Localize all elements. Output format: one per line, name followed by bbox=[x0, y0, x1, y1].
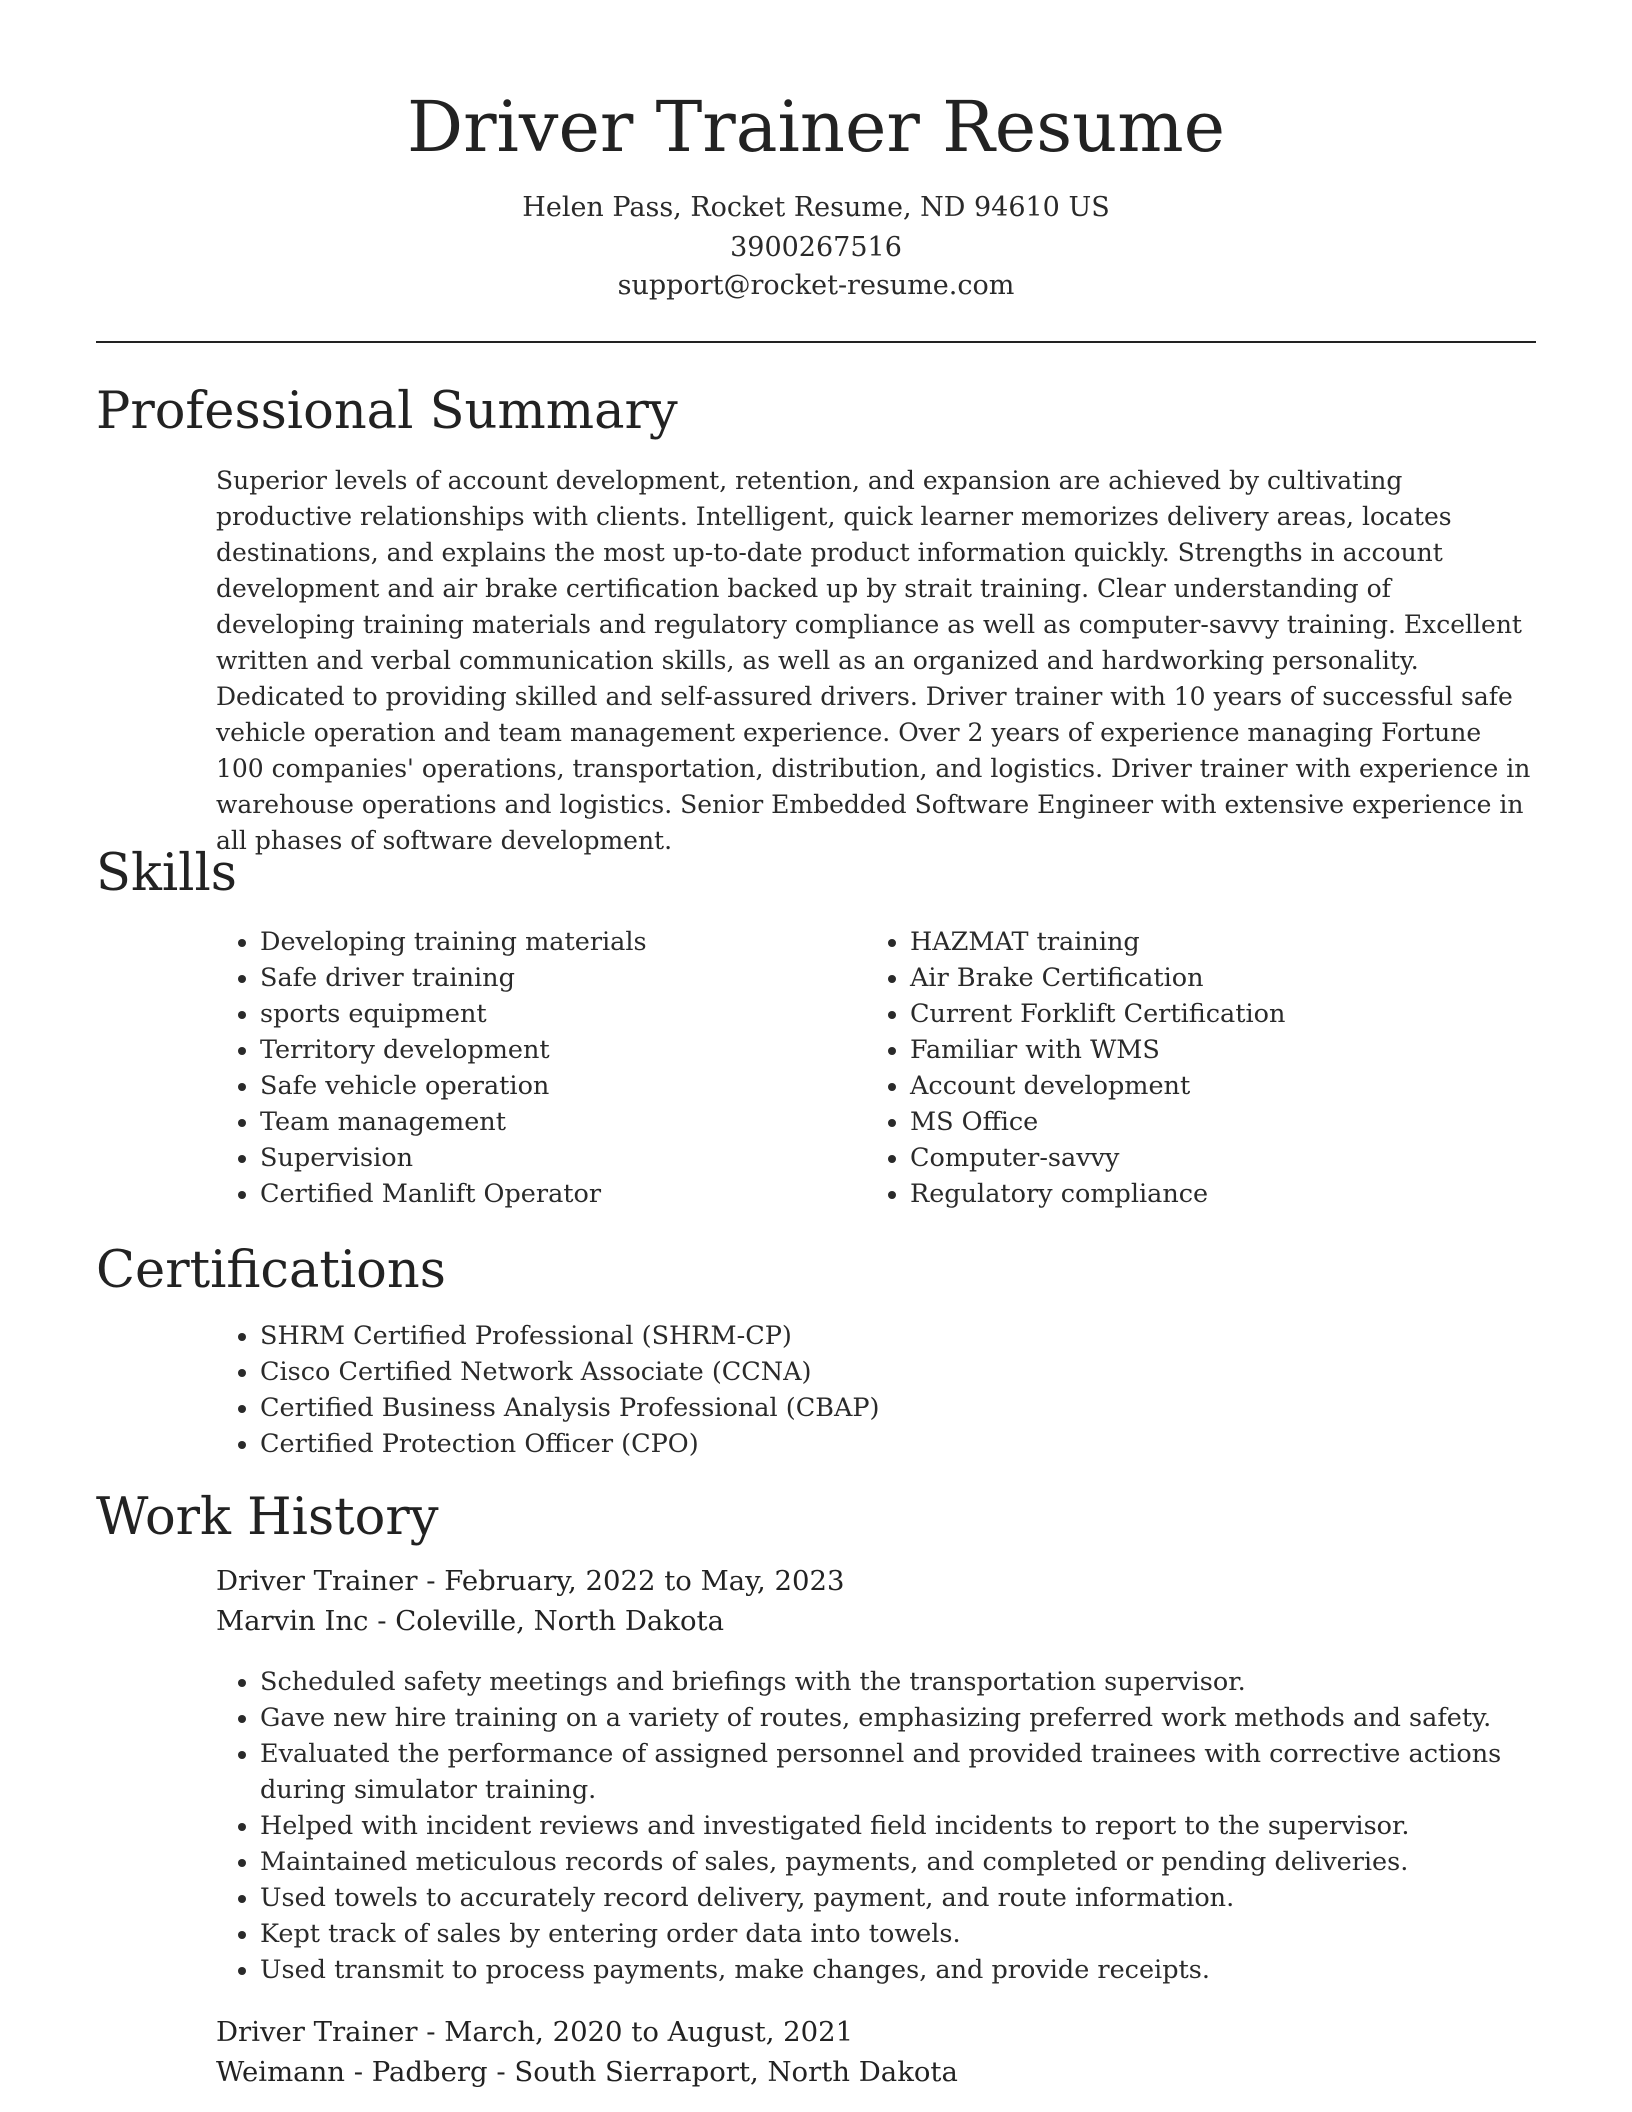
list-item: • Territory development bbox=[260, 1032, 860, 1068]
list-item: • Kept track of sales by entering order data into towels. bbox=[260, 1916, 1560, 1952]
section-heading-work-history: Work History bbox=[96, 1488, 439, 1547]
list-item: • Familiar with WMS bbox=[910, 1032, 1560, 1068]
list-item: • Air Brake Certification bbox=[910, 960, 1560, 996]
skills-list-right bbox=[866, 924, 1560, 1212]
header-divider bbox=[96, 341, 1536, 343]
list-item: • Gave new hire training on a variety of routes, emphasizing preferred work methods and safety. bbox=[260, 1700, 1560, 1736]
job-company-line: Weimann - Padberg - South Sierraport, North Dakota bbox=[216, 2056, 958, 2088]
list-item: • Maintained meticulous records of sales, payments, and completed or pending deliveries. bbox=[260, 1844, 1560, 1880]
list-item: • Helped with incident reviews and investigated field incidents to report to the supervisor. bbox=[260, 1808, 1560, 1844]
certifications-list bbox=[216, 1318, 1560, 1462]
list-item: • Certified Protection Officer (CPO) bbox=[260, 1426, 1560, 1462]
list-item: • Used towels to accurately record delivery, payment, and route information. bbox=[260, 1880, 1560, 1916]
list-item: • Regulatory compliance bbox=[910, 1176, 1560, 1212]
list-item: • Account development bbox=[910, 1068, 1560, 1104]
list-item: • Supervision bbox=[260, 1140, 860, 1176]
list-item: • SHRM Certified Professional (SHRM-CP) bbox=[260, 1318, 1560, 1354]
job-bullets bbox=[216, 1664, 1560, 1988]
job-title-line: Driver Trainer - February, 2022 to May, 2023 bbox=[216, 1565, 845, 1597]
list-item: • Team management bbox=[260, 1104, 860, 1140]
skills-list-left bbox=[216, 924, 860, 1212]
list-item: • MS Office bbox=[910, 1104, 1560, 1140]
resume-title: Driver Trainer Resume bbox=[406, 86, 1226, 168]
list-item: • Safe driver training bbox=[260, 960, 860, 996]
list-item: • Certified Business Analysis Professional (CBAP) bbox=[260, 1390, 1560, 1426]
summary-text: Superior levels of account development, retention, and expansion are achieved by cultivating productive relationships with clients. Intelligent, quick learner memorizes delivery areas, locates destinations, and explains the most up-to-date product information quickly. Strengths in account development and air brake certification backed up by strait training. Clear understanding of developing training materials and regulatory compliance as well as computer-savvy training. Excellent written and verbal communication skills, as well as an organized and hardworking personality. Dedicated to providing skilled and self-assured drivers. Driver trainer with 10 years of successful safe vehicle operation and team management experience. Over 2 years of experience managing Fortune 100 companies' operations, transportation, distribution, and logistics. Driver trainer with experience in warehouse operations and logistics. Senior Embedded Software Engineer with extensive experience in all phases of software development. bbox=[216, 466, 1531, 855]
list-item: • Developing training materials bbox=[260, 924, 860, 960]
list-item: • Certified Manlift Operator bbox=[260, 1176, 860, 1212]
list-item: • Safe vehicle operation bbox=[260, 1068, 860, 1104]
list-item: • Evaluated the performance of assigned personnel and provided trainees with corrective actions during simulator training. bbox=[260, 1736, 1560, 1808]
section-heading-skills: Skills bbox=[96, 844, 237, 903]
job-title-line: Driver Trainer - March, 2020 to August, 2021 bbox=[216, 2016, 854, 2048]
list-item: • sports equipment bbox=[260, 996, 860, 1032]
list-item: • Computer-savvy bbox=[910, 1140, 1560, 1176]
list-item: • Used transmit to process payments, make changes, and provide receipts. bbox=[260, 1952, 1560, 1988]
list-item: • HAZMAT training bbox=[910, 924, 1560, 960]
contact-address: Helen Pass, Rocket Resume, ND 94610 US bbox=[522, 192, 1110, 223]
contact-email: support@rocket-resume.com bbox=[617, 270, 1015, 301]
section-heading-summary: Professional Summary bbox=[96, 382, 678, 441]
list-item: • Current Forklift Certification bbox=[910, 996, 1560, 1032]
job-company-line: Marvin Inc - Coleville, North Dakota bbox=[216, 1605, 724, 1637]
list-item: • Cisco Certified Network Associate (CCNA) bbox=[260, 1354, 1560, 1390]
list-item: • Scheduled safety meetings and briefings with the transportation supervisor. bbox=[260, 1664, 1560, 1700]
contact-phone: 3900267516 bbox=[730, 232, 902, 263]
section-heading-certifications: Certifications bbox=[96, 1241, 446, 1300]
